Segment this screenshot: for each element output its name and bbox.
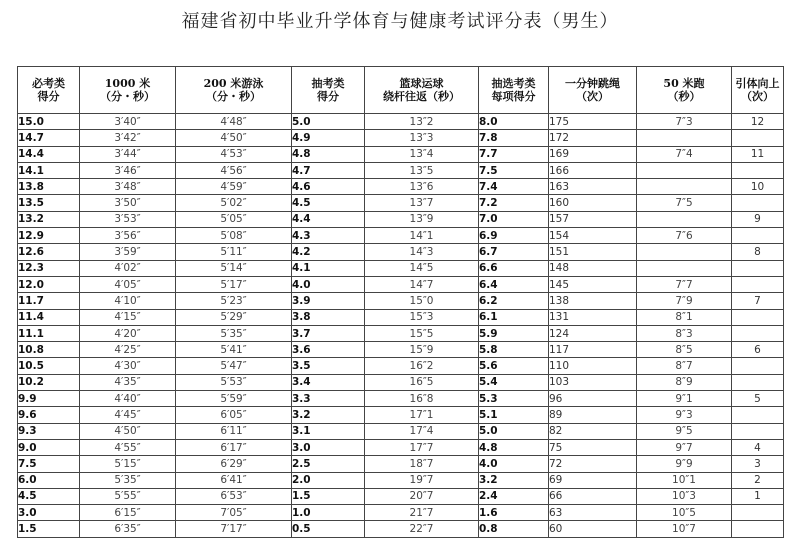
sampled-score-cell: 4.6 <box>292 179 365 195</box>
basketball-cell: 13″6 <box>365 179 479 195</box>
sampled-score-cell: 3.1 <box>292 423 365 439</box>
sampled-score-cell: 4.4 <box>292 211 365 227</box>
jump-rope-cell: 69 <box>549 472 637 488</box>
table-row <box>18 130 784 146</box>
sampled-score-cell: 3.8 <box>292 309 365 325</box>
basketball-cell: 16″5 <box>365 374 479 390</box>
run-50m-cell: 9″3 <box>637 407 732 423</box>
table-row <box>18 211 784 227</box>
table-row <box>18 146 784 162</box>
table-header-row <box>18 67 784 114</box>
swim-200m-cell: 5′05″ <box>176 211 292 227</box>
run-50m-cell <box>637 179 732 195</box>
pull-ups-cell: 9 <box>732 211 784 227</box>
run-1000m-cell: 3′56″ <box>80 228 176 244</box>
elective-score-cell: 5.9 <box>479 325 549 341</box>
sampled-score-cell: 3.7 <box>292 325 365 341</box>
table-row <box>18 228 784 244</box>
header-200m-swim: 200 米游泳 （分・秒） <box>176 67 292 114</box>
run-1000m-cell: 3′46″ <box>80 162 176 178</box>
run-1000m-cell: 3′40″ <box>80 114 176 130</box>
basketball-cell: 15″3 <box>365 309 479 325</box>
jump-rope-cell: 117 <box>549 342 637 358</box>
basketball-cell: 16″8 <box>365 391 479 407</box>
pull-ups-cell <box>732 358 784 374</box>
run-1000m-cell: 4′20″ <box>80 325 176 341</box>
sampled-score-cell: 4.1 <box>292 260 365 276</box>
run-50m-cell: 10″5 <box>637 505 732 521</box>
sampled-score-cell: 1.0 <box>292 505 365 521</box>
table-row <box>18 179 784 195</box>
required-score-cell: 1.5 <box>18 521 80 537</box>
table-row <box>18 374 784 390</box>
run-1000m-cell: 4′15″ <box>80 309 176 325</box>
run-1000m-cell: 4′25″ <box>80 342 176 358</box>
header-elective-score: 抽选考类 每项得分 <box>479 67 549 114</box>
run-1000m-cell: 3′44″ <box>80 146 176 162</box>
basketball-cell: 13″9 <box>365 211 479 227</box>
pull-ups-cell: 6 <box>732 342 784 358</box>
swim-200m-cell: 6′41″ <box>176 472 292 488</box>
basketball-cell: 20″7 <box>365 488 479 504</box>
pull-ups-cell: 2 <box>732 472 784 488</box>
swim-200m-cell: 6′11″ <box>176 423 292 439</box>
swim-200m-cell: 5′47″ <box>176 358 292 374</box>
run-50m-cell <box>637 260 732 276</box>
run-50m-cell <box>637 244 732 260</box>
pull-ups-cell <box>732 130 784 146</box>
table-row <box>18 114 784 130</box>
swim-200m-cell: 6′05″ <box>176 407 292 423</box>
required-score-cell: 12.6 <box>18 244 80 260</box>
elective-score-cell: 1.6 <box>479 505 549 521</box>
swim-200m-cell: 5′41″ <box>176 342 292 358</box>
sampled-score-cell: 3.5 <box>292 358 365 374</box>
basketball-cell: 22″7 <box>365 521 479 537</box>
run-50m-cell: 7″7 <box>637 276 732 292</box>
jump-rope-cell: 172 <box>549 130 637 146</box>
run-1000m-cell: 4′50″ <box>80 423 176 439</box>
run-50m-cell: 10″3 <box>637 488 732 504</box>
swim-200m-cell: 5′35″ <box>176 325 292 341</box>
basketball-cell: 15″0 <box>365 293 479 309</box>
jump-rope-cell: 148 <box>549 260 637 276</box>
elective-score-cell: 6.1 <box>479 309 549 325</box>
header-sampled-score: 抽考类 得分 <box>292 67 365 114</box>
run-1000m-cell: 4′40″ <box>80 391 176 407</box>
elective-score-cell: 4.0 <box>479 456 549 472</box>
pull-ups-cell: 8 <box>732 244 784 260</box>
basketball-cell: 14″5 <box>365 260 479 276</box>
elective-score-cell: 5.0 <box>479 423 549 439</box>
basketball-cell: 17″7 <box>365 439 479 455</box>
run-1000m-cell: 4′45″ <box>80 407 176 423</box>
elective-score-cell: 6.2 <box>479 293 549 309</box>
pull-ups-cell <box>732 195 784 211</box>
pull-ups-cell: 11 <box>732 146 784 162</box>
table-row <box>18 391 784 407</box>
basketball-cell: 14″3 <box>365 244 479 260</box>
required-score-cell: 9.6 <box>18 407 80 423</box>
pull-ups-cell <box>732 407 784 423</box>
jump-rope-cell: 124 <box>549 325 637 341</box>
required-score-cell: 9.3 <box>18 423 80 439</box>
required-score-cell: 14.7 <box>18 130 80 146</box>
run-1000m-cell: 4′35″ <box>80 374 176 390</box>
elective-score-cell: 5.6 <box>479 358 549 374</box>
required-score-cell: 11.7 <box>18 293 80 309</box>
run-50m-cell: 7″6 <box>637 228 732 244</box>
elective-score-cell: 6.6 <box>479 260 549 276</box>
elective-score-cell: 7.0 <box>479 211 549 227</box>
required-score-cell: 13.8 <box>18 179 80 195</box>
table-row <box>18 521 784 537</box>
table-row <box>18 407 784 423</box>
required-score-cell: 4.5 <box>18 488 80 504</box>
jump-rope-cell: 82 <box>549 423 637 439</box>
sampled-score-cell: 1.5 <box>292 488 365 504</box>
sampled-score-cell: 3.4 <box>292 374 365 390</box>
required-score-cell: 14.1 <box>18 162 80 178</box>
elective-score-cell: 7.5 <box>479 162 549 178</box>
sampled-score-cell: 4.0 <box>292 276 365 292</box>
sampled-score-cell: 5.0 <box>292 114 365 130</box>
run-1000m-cell: 6′15″ <box>80 505 176 521</box>
page-title: 福建省初中毕业升学体育与健康考试评分表（男生） <box>181 11 619 32</box>
required-score-cell: 3.0 <box>18 505 80 521</box>
run-50m-cell <box>637 162 732 178</box>
elective-score-cell: 2.4 <box>479 488 549 504</box>
pull-ups-cell <box>732 276 784 292</box>
sampled-score-cell: 4.8 <box>292 146 365 162</box>
jump-rope-cell: 103 <box>549 374 637 390</box>
run-50m-cell: 8″9 <box>637 374 732 390</box>
sampled-score-cell: 3.6 <box>292 342 365 358</box>
table-row <box>18 162 784 178</box>
header-jump-rope: 一分钟跳绳 （次） <box>549 67 637 114</box>
basketball-cell: 13″2 <box>365 114 479 130</box>
pull-ups-cell: 1 <box>732 488 784 504</box>
table-row <box>18 358 784 374</box>
swim-200m-cell: 6′53″ <box>176 488 292 504</box>
table-row <box>18 456 784 472</box>
basketball-cell: 16″2 <box>365 358 479 374</box>
basketball-cell: 13″7 <box>365 195 479 211</box>
basketball-cell: 15″5 <box>365 325 479 341</box>
basketball-cell: 13″3 <box>365 130 479 146</box>
run-50m-cell: 7″3 <box>637 114 732 130</box>
basketball-cell: 15″9 <box>365 342 479 358</box>
run-50m-cell: 7″5 <box>637 195 732 211</box>
header-basketball-dribble: 篮球运球 绕杆往返（秒） <box>365 67 479 114</box>
run-50m-cell: 8″7 <box>637 358 732 374</box>
swim-200m-cell: 5′14″ <box>176 260 292 276</box>
table-row <box>18 244 784 260</box>
run-1000m-cell: 3′48″ <box>80 179 176 195</box>
run-50m-cell: 8″5 <box>637 342 732 358</box>
elective-score-cell: 6.4 <box>479 276 549 292</box>
sampled-score-cell: 4.5 <box>292 195 365 211</box>
required-score-cell: 13.2 <box>18 211 80 227</box>
swim-200m-cell: 5′11″ <box>176 244 292 260</box>
sampled-score-cell: 4.7 <box>292 162 365 178</box>
table-row <box>18 276 784 292</box>
sampled-score-cell: 0.5 <box>292 521 365 537</box>
swim-200m-cell: 4′50″ <box>176 130 292 146</box>
run-50m-cell: 9″7 <box>637 439 732 455</box>
run-1000m-cell: 5′55″ <box>80 488 176 504</box>
sampled-score-cell: 3.2 <box>292 407 365 423</box>
pull-ups-cell <box>732 228 784 244</box>
elective-score-cell: 8.0 <box>479 114 549 130</box>
elective-score-cell: 6.9 <box>479 228 549 244</box>
pull-ups-cell: 7 <box>732 293 784 309</box>
swim-200m-cell: 5′29″ <box>176 309 292 325</box>
sampled-score-cell: 4.3 <box>292 228 365 244</box>
run-50m-cell: 7″9 <box>637 293 732 309</box>
run-50m-cell: 8″1 <box>637 309 732 325</box>
elective-score-cell: 5.8 <box>479 342 549 358</box>
run-50m-cell: 10″1 <box>637 472 732 488</box>
run-50m-cell: 9″9 <box>637 456 732 472</box>
scoring-table <box>17 66 784 538</box>
swim-200m-cell: 4′53″ <box>176 146 292 162</box>
jump-rope-cell: 75 <box>549 439 637 455</box>
required-score-cell: 6.0 <box>18 472 80 488</box>
jump-rope-cell: 131 <box>549 309 637 325</box>
table-row <box>18 423 784 439</box>
table-row <box>18 439 784 455</box>
basketball-cell: 18″7 <box>365 456 479 472</box>
swim-200m-cell: 5′17″ <box>176 276 292 292</box>
pull-ups-cell <box>732 325 784 341</box>
swim-200m-cell: 4′48″ <box>176 114 292 130</box>
jump-rope-cell: 96 <box>549 391 637 407</box>
basketball-cell: 13″4 <box>365 146 479 162</box>
jump-rope-cell: 60 <box>549 521 637 537</box>
elective-score-cell: 7.4 <box>479 179 549 195</box>
run-1000m-cell: 4′10″ <box>80 293 176 309</box>
jump-rope-cell: 63 <box>549 505 637 521</box>
header-pull-ups: 引体向上 （次） <box>732 67 784 114</box>
jump-rope-cell: 151 <box>549 244 637 260</box>
elective-score-cell: 5.3 <box>479 391 549 407</box>
jump-rope-cell: 138 <box>549 293 637 309</box>
elective-score-cell: 0.8 <box>479 521 549 537</box>
table-row <box>18 505 784 521</box>
pull-ups-cell <box>732 521 784 537</box>
table-row <box>18 472 784 488</box>
table-body <box>18 114 784 538</box>
pull-ups-cell <box>732 309 784 325</box>
elective-score-cell: 7.2 <box>479 195 549 211</box>
required-score-cell: 15.0 <box>18 114 80 130</box>
run-50m-cell: 9″5 <box>637 423 732 439</box>
pull-ups-cell <box>732 162 784 178</box>
pull-ups-cell: 5 <box>732 391 784 407</box>
basketball-cell: 13″5 <box>365 162 479 178</box>
required-score-cell: 10.2 <box>18 374 80 390</box>
pull-ups-cell <box>732 505 784 521</box>
run-50m-cell: 9″1 <box>637 391 732 407</box>
header-required-score: 必考类 得分 <box>18 67 80 114</box>
elective-score-cell: 7.7 <box>479 146 549 162</box>
run-1000m-cell: 3′50″ <box>80 195 176 211</box>
run-1000m-cell: 4′05″ <box>80 276 176 292</box>
basketball-cell: 14″1 <box>365 228 479 244</box>
table-row <box>18 325 784 341</box>
run-1000m-cell: 3′53″ <box>80 211 176 227</box>
jump-rope-cell: 154 <box>549 228 637 244</box>
basketball-cell: 19″7 <box>365 472 479 488</box>
jump-rope-cell: 160 <box>549 195 637 211</box>
basketball-cell: 14″7 <box>365 276 479 292</box>
basketball-cell: 17″1 <box>365 407 479 423</box>
sampled-score-cell: 4.9 <box>292 130 365 146</box>
table-row <box>18 260 784 276</box>
sampled-score-cell: 2.5 <box>292 456 365 472</box>
run-1000m-cell: 4′55″ <box>80 439 176 455</box>
swim-200m-cell: 6′29″ <box>176 456 292 472</box>
sampled-score-cell: 4.2 <box>292 244 365 260</box>
run-1000m-cell: 4′30″ <box>80 358 176 374</box>
run-1000m-cell: 5′15″ <box>80 456 176 472</box>
sampled-score-cell: 3.3 <box>292 391 365 407</box>
required-score-cell: 10.8 <box>18 342 80 358</box>
run-1000m-cell: 4′02″ <box>80 260 176 276</box>
required-score-cell: 12.3 <box>18 260 80 276</box>
jump-rope-cell: 175 <box>549 114 637 130</box>
swim-200m-cell: 6′17″ <box>176 439 292 455</box>
run-1000m-cell: 3′42″ <box>80 130 176 146</box>
basketball-cell: 17″4 <box>365 423 479 439</box>
required-score-cell: 11.1 <box>18 325 80 341</box>
run-50m-cell <box>637 211 732 227</box>
pull-ups-cell <box>732 423 784 439</box>
elective-score-cell: 7.8 <box>479 130 549 146</box>
table-row <box>18 293 784 309</box>
run-50m-cell: 10″7 <box>637 521 732 537</box>
jump-rope-cell: 89 <box>549 407 637 423</box>
header-50m-run: 50 米跑 （秒） <box>637 67 732 114</box>
jump-rope-cell: 145 <box>549 276 637 292</box>
run-1000m-cell: 3′59″ <box>80 244 176 260</box>
elective-score-cell: 4.8 <box>479 439 549 455</box>
jump-rope-cell: 66 <box>549 488 637 504</box>
swim-200m-cell: 7′17″ <box>176 521 292 537</box>
pull-ups-cell: 12 <box>732 114 784 130</box>
swim-200m-cell: 5′08″ <box>176 228 292 244</box>
sampled-score-cell: 3.0 <box>292 439 365 455</box>
elective-score-cell: 5.4 <box>479 374 549 390</box>
table-row <box>18 195 784 211</box>
table-row <box>18 309 784 325</box>
jump-rope-cell: 72 <box>549 456 637 472</box>
swim-200m-cell: 5′53″ <box>176 374 292 390</box>
sampled-score-cell: 2.0 <box>292 472 365 488</box>
swim-200m-cell: 5′23″ <box>176 293 292 309</box>
pull-ups-cell <box>732 260 784 276</box>
table-row <box>18 488 784 504</box>
required-score-cell: 10.5 <box>18 358 80 374</box>
jump-rope-cell: 166 <box>549 162 637 178</box>
jump-rope-cell: 157 <box>549 211 637 227</box>
basketball-cell: 21″7 <box>365 505 479 521</box>
required-score-cell: 11.4 <box>18 309 80 325</box>
swim-200m-cell: 4′56″ <box>176 162 292 178</box>
table-row <box>18 342 784 358</box>
swim-200m-cell: 7′05″ <box>176 505 292 521</box>
pull-ups-cell: 3 <box>732 456 784 472</box>
run-1000m-cell: 5′35″ <box>80 472 176 488</box>
run-1000m-cell: 6′35″ <box>80 521 176 537</box>
required-score-cell: 9.9 <box>18 391 80 407</box>
required-score-cell: 12.9 <box>18 228 80 244</box>
header-1000m: 1000 米 （分・秒） <box>80 67 176 114</box>
jump-rope-cell: 110 <box>549 358 637 374</box>
required-score-cell: 13.5 <box>18 195 80 211</box>
required-score-cell: 7.5 <box>18 456 80 472</box>
swim-200m-cell: 5′02″ <box>176 195 292 211</box>
pull-ups-cell: 10 <box>732 179 784 195</box>
run-50m-cell <box>637 130 732 146</box>
swim-200m-cell: 4′59″ <box>176 179 292 195</box>
pull-ups-cell: 4 <box>732 439 784 455</box>
elective-score-cell: 5.1 <box>479 407 549 423</box>
required-score-cell: 12.0 <box>18 276 80 292</box>
run-50m-cell: 8″3 <box>637 325 732 341</box>
run-50m-cell: 7″4 <box>637 146 732 162</box>
swim-200m-cell: 5′59″ <box>176 391 292 407</box>
jump-rope-cell: 163 <box>549 179 637 195</box>
elective-score-cell: 6.7 <box>479 244 549 260</box>
elective-score-cell: 3.2 <box>479 472 549 488</box>
required-score-cell: 9.0 <box>18 439 80 455</box>
pull-ups-cell <box>732 374 784 390</box>
required-score-cell: 14.4 <box>18 146 80 162</box>
jump-rope-cell: 169 <box>549 146 637 162</box>
sampled-score-cell: 3.9 <box>292 293 365 309</box>
